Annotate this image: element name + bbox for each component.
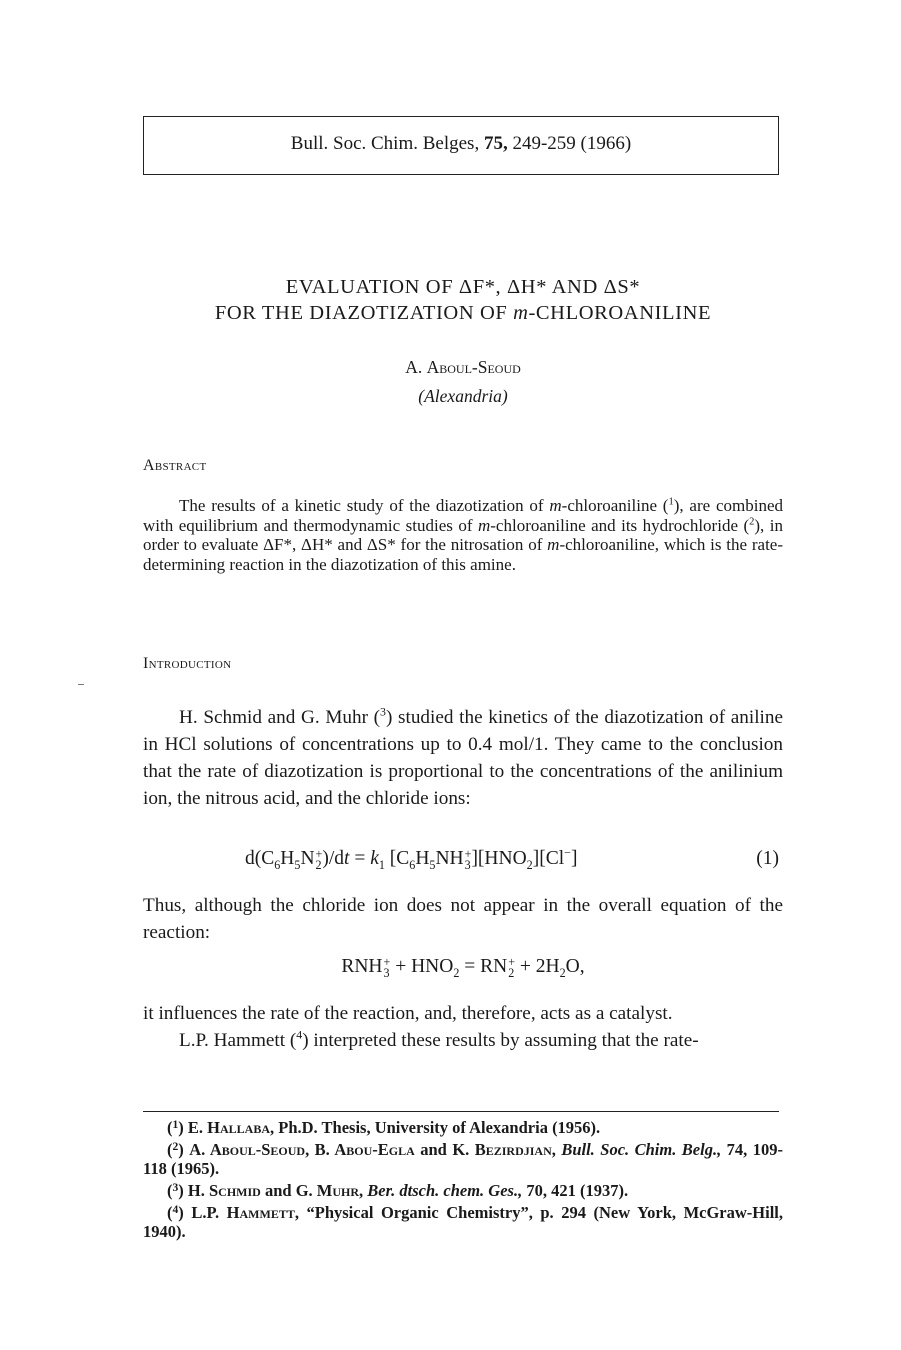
eq-sub: 1 — [378, 857, 385, 872]
footnote-journal: Bull. Soc. Chim. Belg., — [555, 1139, 722, 1159]
eq-part: N — [300, 848, 315, 869]
eq-sub: 5 — [294, 857, 301, 872]
footnote-text: and — [260, 1181, 296, 1201]
author-name: Aboul-Seoud — [426, 357, 521, 377]
footnote-author: G. Muhr, — [295, 1181, 364, 1201]
eq-part: H — [415, 848, 430, 869]
footnote-journal: Ber. dtsch. chem. Ges., — [363, 1181, 523, 1201]
paragraph-catalyst: it influences the rate of the reaction, and, therefore, acts as a catalyst. — [143, 1003, 673, 1024]
hammett-text: L.P. Hammett ( — [179, 1030, 297, 1051]
ref-marker: 1 — [668, 496, 674, 508]
introduction-heading: Introduction — [143, 655, 232, 672]
paper-title-line-1: EVALUATION OF ΔF*, ΔH* AND ΔS* — [285, 276, 641, 298]
title-suffix: -CHLOROANILINE — [528, 302, 712, 324]
footnote-author: E. Hallaba, — [187, 1118, 275, 1138]
eq-part: + HNO — [390, 956, 454, 977]
paragraph-hammett — [143, 1027, 783, 1054]
title-meta-prefix: m — [513, 302, 529, 324]
footnote-volume: 74, — [721, 1139, 748, 1159]
abstract-text: The results of a kinetic study of the diazotization of — [179, 496, 550, 515]
affiliation: (Alexandria) — [418, 386, 508, 406]
eq-part: d(C — [245, 848, 275, 869]
eq-part: ][Cl — [532, 848, 565, 869]
rate-equation — [245, 845, 578, 872]
journal-name: Bull. Soc. Chim. Belges, — [290, 133, 480, 154]
author-initial: A. — [405, 357, 423, 377]
eq-sub: 3 — [464, 857, 471, 872]
eq-part: + 2H — [515, 956, 560, 977]
footnote-number: 4 — [172, 1203, 179, 1216]
eq-part: k — [370, 848, 379, 869]
footnote-text: “Physical Organic Chemistry”, p. 294 (New York, McGraw-Hill, 1940). — [143, 1202, 784, 1242]
abstract-text: ), in order to evaluate ΔF*, ΔH* and ΔS* for the nitrosation of — [143, 515, 783, 554]
abstract-text: ), are combined with equilibrium and thermodynamic studies of — [143, 496, 784, 535]
footnote-number: 3 — [172, 1181, 179, 1194]
eq-sub: 3 — [383, 965, 390, 980]
journal-citation — [144, 133, 778, 155]
intro-text: ) studied the kinetics of the diazotization of aniline in HCl solutions of concentrations up to 0.4 mol/1. They came to the conclusion that the rate of diazotization is proportional to the concentrations of the anilinium ion, the nitrous acid, and the chloride ions: — [143, 707, 784, 809]
footnote-rule — [143, 1111, 779, 1112]
abstract-text: -chloroaniline and its hydrochloride ( — [490, 515, 750, 535]
abstract-m: m — [477, 515, 491, 535]
eq-part: = RN — [459, 956, 508, 977]
eq-part: H — [280, 848, 295, 869]
eq-sup: − — [564, 845, 571, 860]
eq-supsub — [508, 954, 516, 980]
abstract-heading: Abstract — [143, 457, 207, 474]
eq-part: ] — [570, 848, 578, 869]
footnote-2: ($^2$) A. Aboul-Seoud, B. Abou-Egla and K. Bezirdjian, Bull. Soc. Chim. Belg., 74, 109-118 (1965). — [143, 1139, 783, 1179]
abstract-m: m — [549, 496, 562, 515]
footnote-author: L.P. Hammett, — [191, 1202, 299, 1222]
eq-sub: 6 — [274, 857, 281, 872]
footnote-number: 1 — [172, 1119, 179, 1131]
eq-sup: + — [315, 846, 323, 861]
footnote-text: 109-118 (1965). — [143, 1139, 783, 1179]
eq-part: t — [344, 848, 350, 869]
abstract-m: m — [547, 535, 560, 554]
intro-text: H. Schmid and G. Muhr ( — [179, 707, 381, 728]
journal-volume: 75, — [483, 133, 508, 154]
eq-part: O, — [565, 956, 585, 977]
eq-sub: 2 — [559, 965, 566, 980]
author — [143, 357, 783, 378]
footnote-text: 421 (1937). — [546, 1181, 629, 1201]
paper-title-line-2 — [143, 302, 783, 325]
citation-box — [143, 116, 779, 175]
footnote-volume: 70, — [522, 1181, 547, 1201]
eq-sup: + — [508, 954, 516, 969]
eq-part: = — [349, 848, 371, 869]
eq-sub: 5 — [429, 857, 436, 872]
hammett-text: ) interpreted these results by assuming that the rate- — [302, 1030, 699, 1051]
footnote-number: 2 — [172, 1140, 179, 1153]
eq-sub: 2 — [315, 857, 322, 872]
footnotes — [143, 1116, 783, 1242]
eq-part: [C — [384, 848, 410, 869]
margin-mark — [78, 684, 84, 685]
abstract-text: -chloroaniline ( — [561, 496, 669, 515]
eq-sup: + — [383, 954, 391, 969]
ref-marker: 4 — [296, 1027, 303, 1042]
eq-sub: 2 — [526, 857, 533, 872]
eq-sub: 2 — [508, 965, 515, 980]
footnote-author: K. Bezirdjian, — [452, 1139, 556, 1159]
paragraph-thus: Thus, although the chloride ion does not appear in the overall equation of the reaction: — [143, 895, 783, 943]
ref-marker: 2 — [749, 515, 755, 527]
eq-part: NH — [435, 848, 464, 869]
equation-number: (1) — [756, 848, 779, 869]
footnote-text: Ph.D. Thesis, University of Alexandria (1956). — [274, 1118, 601, 1138]
eq-part: RNH — [341, 956, 383, 977]
eq-part: ][HNO — [471, 848, 527, 869]
footnote-1: ($^1$) E. Hallaba, Ph.D. Thesis, University of Alexandria (1956). — [167, 1118, 601, 1138]
footnote-text: and — [414, 1139, 453, 1159]
overall-reaction-equation — [143, 956, 783, 978]
abstract-body — [143, 496, 783, 574]
footnote-4: ($^4$) L.P. Hammett, “Physical Organic Chemistry”, p. 294 (New York, McGraw-Hill, 1940). — [143, 1202, 784, 1242]
eq-part: )/d — [322, 848, 345, 869]
eq-sub: 2 — [453, 965, 460, 980]
ref-marker: 3 — [380, 704, 386, 719]
abstract-text: -chloroaniline, which is the rate-determining reaction in the diazotization of this amine. — [143, 535, 784, 574]
title-prefix: FOR THE DIAZOTIZATION OF — [214, 302, 514, 324]
footnote-author: H. Schmid — [187, 1181, 261, 1201]
eq-sup: + — [464, 846, 472, 861]
journal-pages-year: 249-259 (1966) — [512, 133, 632, 154]
footnote-3: ($^3$) H. Schmid and G. Muhr, Ber. dtsch. chem. Ges., 70, 421 (1937). — [167, 1181, 629, 1201]
introduction-paragraph — [143, 704, 783, 812]
eq-sub: 6 — [409, 857, 416, 872]
footnote-author: A. Aboul-Seoud, B. Abou-Egla — [189, 1139, 415, 1159]
